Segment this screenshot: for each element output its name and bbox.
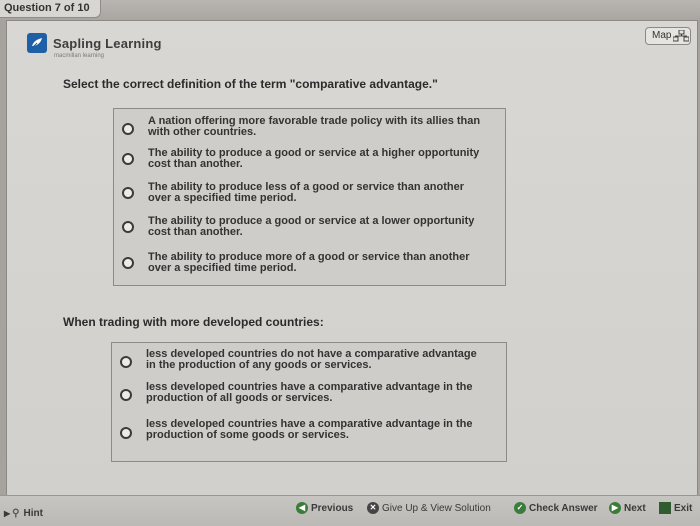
sapling-logo-icon xyxy=(27,33,47,53)
radio-button[interactable] xyxy=(122,123,134,135)
option-text: The ability to produce less of a good or service than another over a specified time period. xyxy=(148,181,465,204)
radio-button[interactable] xyxy=(122,153,134,165)
footer-toolbar xyxy=(0,495,700,526)
checkmark-icon: ✓ xyxy=(514,502,526,514)
option-text: less developed countries do not have a comparative advantage in the production of any goods or services. xyxy=(146,348,477,371)
map-button-label: Map xyxy=(652,30,672,41)
give-up-label: Give Up & View Solution xyxy=(382,502,491,514)
option-text: less developed countries have a comparative advantage in the production of some goods or services. xyxy=(146,418,473,441)
exit-button[interactable] xyxy=(659,500,692,516)
close-circle-icon: ✕ xyxy=(367,502,379,514)
brand-tagline: macmillan learning xyxy=(54,53,105,59)
brand-name: Sapling Learning xyxy=(53,35,162,51)
question-1-options xyxy=(113,108,506,286)
previous-label: Previous xyxy=(311,502,354,514)
radio-button[interactable] xyxy=(122,221,134,233)
exit-door-icon xyxy=(659,502,671,514)
radio-button[interactable] xyxy=(120,427,132,439)
option-text: less developed countries have a comparative advantage in the production of all goods or services. xyxy=(146,381,473,404)
question-2-options xyxy=(111,342,507,462)
option-text: A nation offering more favorable trade policy with its allies than with other countries. xyxy=(148,115,481,138)
radio-button[interactable] xyxy=(122,257,134,269)
radio-button[interactable] xyxy=(122,187,134,199)
next-label: Next xyxy=(624,502,646,514)
exit-label: Exit xyxy=(674,502,693,514)
triangle-right-icon: ▶ xyxy=(4,509,11,518)
arrow-right-icon: ▶ xyxy=(609,502,621,514)
question-2-prompt: When trading with more developed countries: xyxy=(63,315,324,329)
previous-button[interactable] xyxy=(296,500,353,516)
radio-button[interactable] xyxy=(120,389,132,401)
option-text: The ability to produce more of a good or service than another over a specified time period. xyxy=(148,251,470,274)
give-up-button[interactable] xyxy=(367,500,491,516)
hint-button[interactable] xyxy=(4,508,43,519)
option-text: The ability to produce a good or service at a higher opportunity cost than another. xyxy=(148,147,480,170)
question-1-prompt: Select the correct definition of the term "comparative advantage." xyxy=(63,77,438,91)
assignment-page xyxy=(6,20,698,504)
top-bar xyxy=(0,0,700,20)
map-icon xyxy=(673,30,689,42)
radio-button[interactable] xyxy=(120,356,132,368)
check-answer-label: Check Answer xyxy=(529,502,598,514)
arrow-left-icon: ◀ xyxy=(296,502,308,514)
next-button[interactable] xyxy=(609,500,646,516)
sapling-logo xyxy=(27,33,162,59)
check-answer-button[interactable] xyxy=(514,500,598,516)
map-button[interactable] xyxy=(645,27,691,45)
lightbulb-icon: ⚲ xyxy=(12,508,20,519)
option-text: The ability to produce a good or service at a lower opportunity cost than another. xyxy=(148,215,475,238)
question-counter: Question 7 of 10 xyxy=(0,0,101,18)
hint-label: Hint xyxy=(23,508,43,519)
